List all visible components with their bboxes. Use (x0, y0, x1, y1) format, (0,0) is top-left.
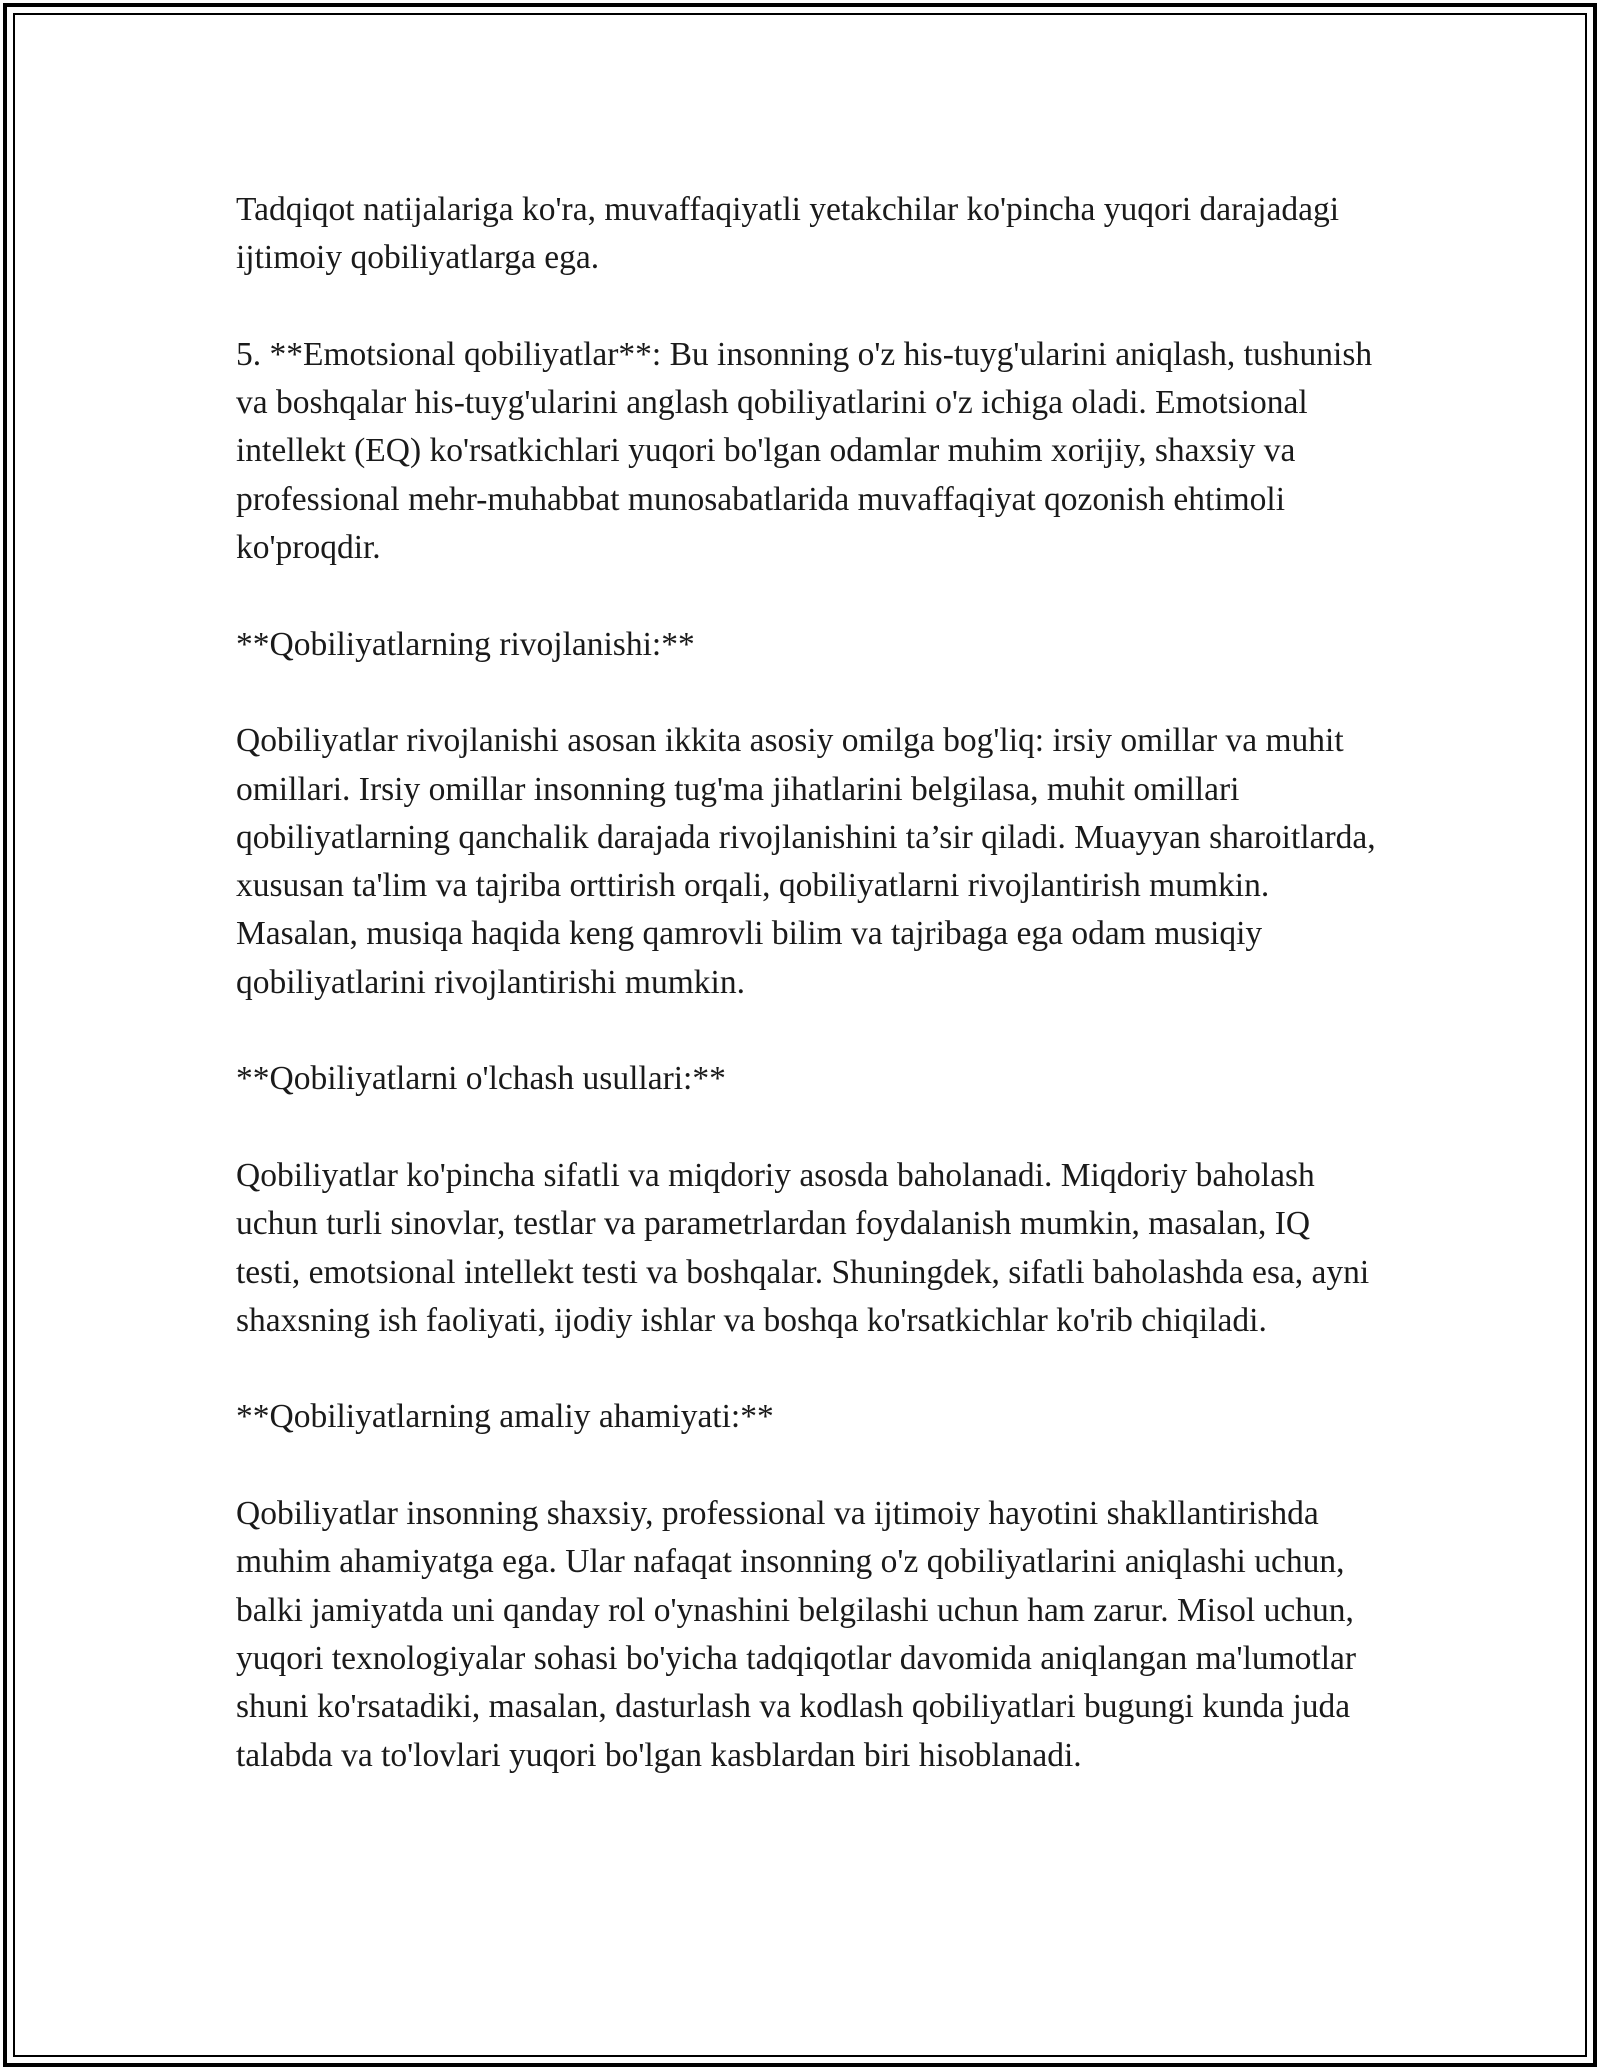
paragraph-abilities-development: Qobiliyatlar rivojlanishi asosan ikkita asosiy omilga bog'liq: irsiy omillar va muhit omillari. Irsiy omillar insonning tug'ma jihatlarini belgilasa, muhit omillari qobiliyatlarning qanchalik darajada rivojlanishini ta’sir qiladi. Muayyan sharoitlarda, xususan ta'lim va tajriba orttirish orqali, qobiliyatlarni rivojlantirish mumkin. Masalan, musiqa haqida keng qamrovli bilim va tajribaga ega odam musiqiy qobiliyatlarini rivojlantirishi mumkin. (236, 722, 1376, 1001)
paragraph-leaders-social-abilities: Tadqiqot natijalariga ko'ra, muvaffaqiyatli yetakchilar ko'pincha yuqori darajadagi ijtimoiy qobiliyatlarga ega. (236, 191, 1340, 277)
heading-measurement-methods: **Qobiliyatlarni o'lchash usullari:** (236, 1060, 726, 1098)
document-body (236, 186, 1376, 1780)
paragraph-practical-importance: Qobiliyatlar insonning shaxsiy, professional va ijtimoiy hayotini shakllantirishda muhim ahamiyatga ega. Ular nafaqat insonning o'z qobiliyatlarini aniqlashi uchun, balki jamiyatda uni qanday rol o'ynashini belgilashi uchun ham zarur. Misol uchun, yuqori texnologiyalar sohasi bo'yicha tadqiqotlar davomida aniqlangan ma'lumotlar shuni ko'rsatadiki, masalan, dasturlash va kodlash qobiliyatlari bugungi kunda juda talabda va to'lovlari yuqori bo'lgan kasblardan biri hisoblanadi. (236, 1495, 1357, 1774)
heading-abilities-development: **Qobiliyatlarning rivojlanishi:** (236, 625, 695, 663)
paragraph-emotional-abilities: 5. **Emotsional qobiliyatlar**: Bu insonning o'z his-tuyg'ularini aniqlash, tushunish va boshqalar his-tuyg'ularini anglash qobiliyatlarini o'z ichiga oladi. Emotsional intellekt (EQ) ko'rsatkichlari yuqori bo'lgan odamlar muhim xorijiy, shaxsiy va professional mehr-muhabbat munosabatlarida muvaffaqiyat qozonish ehtimoli ko'proqdir. (236, 335, 1373, 567)
paragraph-measurement-methods: Qobiliyatlar ko'pincha sifatli va miqdoriy asosda baholanadi. Miqdoriy baholash uchun turli sinovlar, testlar va parametrlardan foydalanish mumkin, masalan, IQ testi, emotsional intellekt testi va boshqalar. Shuningdek, sifatli baholashda esa, ayni shaxsning ish faoliyati, ijodiy ishlar va boshqa ko'rsatkichlar ko'rib chiqiladi. (236, 1156, 1370, 1339)
heading-practical-importance: **Qobiliyatlarning amaliy ahamiyati:** (236, 1398, 774, 1436)
